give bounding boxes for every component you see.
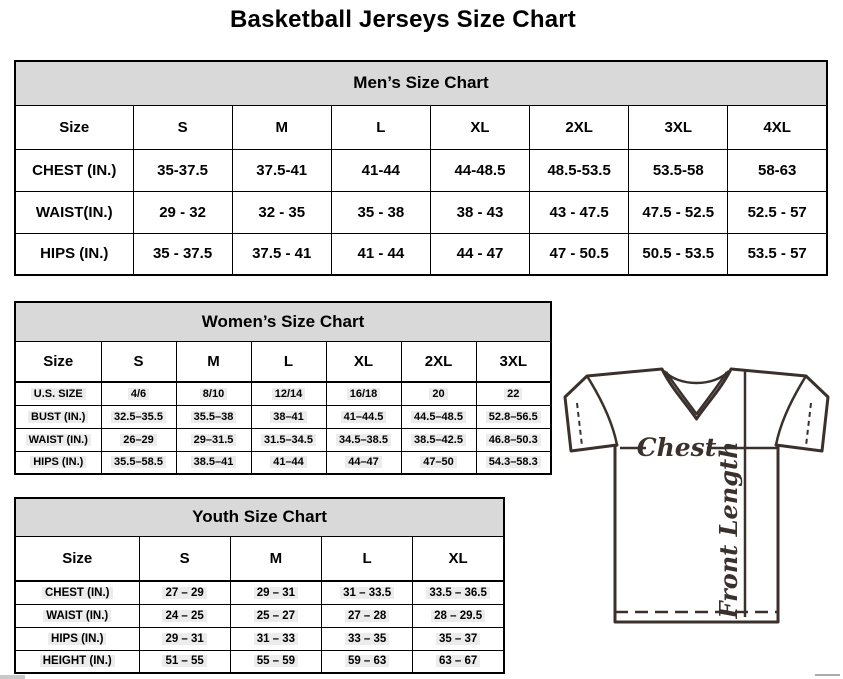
size-value-cell: 41-44 [331, 149, 430, 191]
row-label [15, 650, 139, 673]
size-value-cell [176, 382, 251, 405]
table-row [15, 451, 551, 474]
size-value-text: 55 – 59 [254, 655, 298, 667]
size-value-cell [251, 451, 326, 474]
row-label-text: HIPS (IN.) [30, 456, 86, 468]
table-title: Women’s Size Chart [15, 302, 551, 341]
table-row [15, 428, 551, 451]
size-value-text: 41–44 [270, 456, 307, 468]
size-value-cell [413, 581, 504, 604]
size-value-cell [413, 650, 504, 673]
size-value-cell [101, 428, 176, 451]
size-header-cell: Size [15, 536, 139, 581]
size-header-cell: Size [15, 341, 101, 382]
size-value-text: 27 – 29 [162, 587, 206, 599]
youth-title-row [15, 498, 504, 536]
size-value-cell [101, 451, 176, 474]
size-value-cell: 35 - 38 [331, 191, 430, 233]
size-value-cell: 47.5 - 52.5 [629, 191, 728, 233]
size-value-text: 38.5–41 [191, 456, 237, 468]
size-value-cell [230, 627, 321, 650]
left-cuff-dashes [577, 403, 582, 446]
size-header-cell: Size [15, 105, 133, 149]
size-value-cell [230, 581, 321, 604]
column-header: L [322, 536, 413, 581]
size-value-cell [176, 451, 251, 474]
row-label-text: HEIGHT (IN.) [40, 655, 115, 667]
column-header: S [139, 536, 230, 581]
size-value-cell: 53.5 - 57 [728, 233, 827, 275]
column-header: 4XL [728, 105, 827, 149]
size-value-text: 46.8–50.3 [486, 434, 541, 446]
size-value-text: 28 – 29.5 [431, 610, 485, 622]
size-value-text: 38–41 [270, 411, 307, 423]
column-header: M [232, 105, 331, 149]
row-label-text: WAIST (IN.) [26, 434, 91, 446]
front-length-measure-label: Front Length [714, 441, 743, 619]
youth-size-table [14, 497, 505, 674]
column-header: S [101, 341, 176, 382]
size-value-cell [476, 451, 551, 474]
page-edge-fragment-right [815, 674, 840, 676]
size-value-cell [322, 604, 413, 627]
size-value-cell [251, 382, 326, 405]
size-value-text: 35.5–58.5 [111, 456, 166, 468]
size-value-cell: 29 - 32 [133, 191, 232, 233]
size-value-cell [101, 405, 176, 428]
size-value-cell [413, 627, 504, 650]
column-header: L [331, 105, 430, 149]
size-value-cell: 58-63 [728, 149, 827, 191]
size-value-text: 54.3–58.3 [486, 456, 541, 468]
size-value-text: 44–47 [345, 456, 382, 468]
table-row [15, 627, 504, 650]
size-value-cell [322, 650, 413, 673]
table-row [15, 149, 827, 191]
size-value-cell: 37.5-41 [232, 149, 331, 191]
left-armhole-seam [587, 376, 617, 445]
jersey-measurement-diagram [558, 362, 830, 628]
row-label [15, 451, 101, 474]
size-value-cell: 48.5-53.5 [530, 149, 629, 191]
column-header: 3XL [629, 105, 728, 149]
row-label: WAIST(IN.) [15, 191, 133, 233]
size-value-cell: 44-48.5 [430, 149, 529, 191]
column-header: S [133, 105, 232, 149]
size-value-cell [176, 428, 251, 451]
size-value-cell [139, 604, 230, 627]
size-value-cell [176, 405, 251, 428]
size-value-cell [322, 581, 413, 604]
table-row [15, 382, 551, 405]
size-value-cell [326, 428, 401, 451]
size-value-text: 35.5–38 [191, 411, 237, 423]
size-value-cell: 53.5-58 [629, 149, 728, 191]
size-value-text: 34.5–38.5 [336, 434, 391, 446]
size-value-text: 22 [504, 388, 522, 400]
mens-size-table [14, 60, 828, 276]
size-value-text: 35 – 37 [436, 633, 480, 645]
size-value-cell [401, 451, 476, 474]
row-label [15, 405, 101, 428]
size-value-cell [139, 581, 230, 604]
size-value-text: 29 – 31 [162, 633, 206, 645]
size-value-cell [251, 405, 326, 428]
row-label [15, 382, 101, 405]
mens-header-row [15, 105, 827, 149]
size-value-text: 8/10 [200, 388, 227, 400]
page-edge-fragment-left [0, 675, 25, 679]
column-header: XL [430, 105, 529, 149]
size-value-text: 41–44.5 [341, 411, 387, 423]
table-row [15, 233, 827, 275]
size-value-text: 24 – 25 [162, 610, 206, 622]
table-row [15, 650, 504, 673]
table-row [15, 405, 551, 428]
jersey-diagram-svg [558, 362, 830, 628]
row-label-text: BUST (IN.) [28, 411, 88, 423]
row-label [15, 627, 139, 650]
row-label [15, 604, 139, 627]
table-title: Youth Size Chart [15, 498, 504, 536]
size-value-cell [326, 405, 401, 428]
size-value-text: 31 – 33 [254, 633, 298, 645]
size-value-text: 51 – 55 [162, 655, 206, 667]
row-label [15, 428, 101, 451]
size-value-text: 47–50 [420, 456, 457, 468]
size-value-text: 38.5–42.5 [411, 434, 466, 446]
size-value-cell [476, 405, 551, 428]
size-value-cell: 35-37.5 [133, 149, 232, 191]
row-label-text: WAIST (IN.) [43, 610, 111, 622]
right-armhole-seam [776, 376, 806, 445]
size-value-text: 63 – 67 [436, 655, 480, 667]
table-row [15, 191, 827, 233]
row-label-text: HIPS (IN.) [48, 633, 106, 645]
size-value-cell [326, 382, 401, 405]
size-value-text: 20 [429, 388, 447, 400]
chest-measure-label: Chest [636, 433, 717, 462]
column-header: L [251, 341, 326, 382]
womens-size-table [14, 301, 552, 475]
column-header: M [176, 341, 251, 382]
column-header: 2XL [401, 341, 476, 382]
size-value-cell: 44 - 47 [430, 233, 529, 275]
size-value-cell [230, 650, 321, 673]
size-value-cell [401, 428, 476, 451]
size-value-cell [401, 382, 476, 405]
column-header: 3XL [476, 341, 551, 382]
size-value-text: 44.5–48.5 [411, 411, 466, 423]
table-row [15, 581, 504, 604]
size-value-cell [401, 405, 476, 428]
table-title: Men’s Size Chart [15, 61, 827, 105]
size-value-cell [139, 627, 230, 650]
size-value-cell [322, 627, 413, 650]
size-value-cell [413, 604, 504, 627]
size-value-cell: 47 - 50.5 [530, 233, 629, 275]
size-value-text: 33.5 – 36.5 [426, 587, 490, 599]
size-value-text: 29–31.5 [191, 434, 237, 446]
size-value-cell: 50.5 - 53.5 [629, 233, 728, 275]
size-value-cell: 43 - 47.5 [530, 191, 629, 233]
size-value-text: 26–29 [120, 434, 157, 446]
mens-title-row [15, 61, 827, 105]
womens-header-row [15, 341, 551, 382]
size-value-text: 29 – 31 [254, 587, 298, 599]
size-value-text: 52.8–56.5 [486, 411, 541, 423]
size-value-cell [139, 650, 230, 673]
row-label [15, 581, 139, 604]
table-row [15, 604, 504, 627]
size-value-cell [251, 428, 326, 451]
size-value-cell [326, 451, 401, 474]
size-value-cell [476, 428, 551, 451]
size-value-cell: 52.5 - 57 [728, 191, 827, 233]
size-value-text: 12/14 [272, 388, 306, 400]
youth-header-row [15, 536, 504, 581]
row-label: CHEST (IN.) [15, 149, 133, 191]
size-value-text: 27 – 28 [345, 610, 389, 622]
row-label-text: U.S. SIZE [31, 388, 86, 400]
size-value-text: 32.5–35.5 [111, 411, 166, 423]
size-value-text: 31 – 33.5 [340, 587, 394, 599]
size-value-text: 31.5–34.5 [261, 434, 316, 446]
size-value-text: 59 – 63 [345, 655, 389, 667]
size-value-cell: 37.5 - 41 [232, 233, 331, 275]
column-header: XL [413, 536, 504, 581]
size-value-cell: 32 - 35 [232, 191, 331, 233]
size-value-cell: 38 - 43 [430, 191, 529, 233]
column-header: M [230, 536, 321, 581]
size-value-cell: 41 - 44 [331, 233, 430, 275]
size-value-cell [101, 382, 176, 405]
row-label: HIPS (IN.) [15, 233, 133, 275]
size-value-cell [230, 604, 321, 627]
womens-title-row [15, 302, 551, 341]
right-cuff-dashes [806, 403, 811, 446]
page-title: Basketball Jerseys Size Chart [230, 6, 576, 33]
size-value-cell: 35 - 37.5 [133, 233, 232, 275]
column-header: 2XL [530, 105, 629, 149]
size-value-text: 4/6 [128, 388, 149, 400]
size-value-text: 33 – 35 [345, 633, 389, 645]
size-value-text: 16/18 [347, 388, 381, 400]
column-header: XL [326, 341, 401, 382]
row-label-text: CHEST (IN.) [42, 587, 113, 599]
size-value-text: 25 – 27 [254, 610, 298, 622]
size-value-cell [476, 382, 551, 405]
